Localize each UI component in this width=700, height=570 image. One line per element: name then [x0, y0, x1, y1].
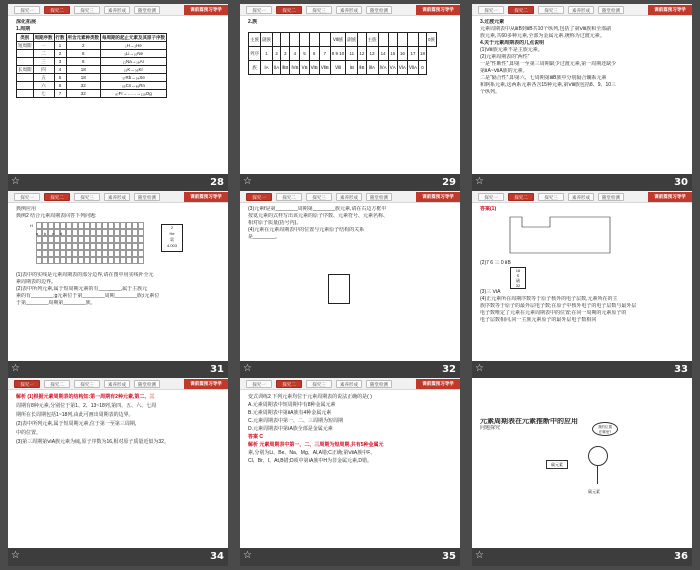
table-cell: [300, 33, 309, 47]
slide-number: 31: [210, 364, 224, 375]
slide-number: 33: [674, 364, 688, 375]
nav-tab[interactable]: 探究二: [276, 380, 302, 388]
nav-tab[interactable]: 随堂检测: [366, 193, 392, 201]
nav-tab[interactable]: 素养形成: [104, 380, 130, 388]
card-text: 32: [515, 283, 521, 288]
table-cell: Ⅷ: [330, 61, 346, 75]
slide-footer: [472, 548, 692, 566]
table-cell: 7: [54, 90, 66, 98]
table-cell: [17, 58, 34, 66]
brand-badge[interactable]: 课前篇预习导学: [184, 5, 228, 15]
table-cell: ⅠB: [346, 61, 358, 75]
table-header-cell: 类别: [17, 34, 34, 42]
slide-header: [8, 4, 228, 16]
nav-tab[interactable]: 探究一: [14, 193, 40, 201]
slide-number: 29: [442, 177, 456, 188]
table-cell: 3: [281, 47, 290, 61]
text-line: 典例应用: [16, 206, 37, 212]
text-line: 解析 元素周期表中第一、二、三周期为短周期,共有5种金属元: [248, 442, 384, 448]
table-row: [17, 74, 167, 82]
grid-label: d: [60, 231, 63, 236]
text-line: 族元素,共60多种元素,全部为金属元素,统称为过渡元素。: [480, 33, 605, 39]
table-cell: ₁H→₂He: [101, 42, 167, 50]
text-line: D.元素周期表中第ⅠA族全部是金属元素: [248, 426, 333, 432]
grid-cell: [138, 250, 144, 257]
slide-header: [8, 191, 228, 203]
star-icon[interactable]: ☆: [243, 550, 252, 561]
table-cell: 1: [54, 42, 66, 50]
brand-badge[interactable]: 课前篇预习导学: [648, 192, 692, 202]
text-line: 典例2 结合元素周期表回答下列问题:: [16, 213, 97, 219]
table-cell: ⅣA: [378, 61, 388, 75]
slide-header: [240, 378, 460, 390]
slide-header: [8, 378, 228, 390]
table-cell: 2: [273, 47, 281, 61]
grid-label: b: [44, 231, 47, 236]
table-cell: ⅥA: [397, 61, 407, 75]
slide-body: [248, 19, 452, 172]
slide-canvas: [240, 191, 460, 361]
nav-tab[interactable]: 探究三: [306, 380, 332, 388]
text-line: 素的有________;g元素位于第________周期________族;i元素位: [16, 293, 160, 299]
text-line: 个纵列。: [480, 89, 501, 95]
table-cell: 8: [66, 50, 101, 58]
table-cell: ₁₁Na→₁₈Ar: [101, 58, 167, 66]
text-line: 元素周期表中从ⅢB到ⅡB共10个纵列,包括了第Ⅷ族和全部副: [480, 26, 612, 32]
grid-cell: [138, 257, 144, 264]
table-cell: 17: [407, 47, 418, 61]
text-line: (2)元素周期表的“两性”: [480, 54, 530, 60]
nav-tab[interactable]: 随堂检测: [134, 193, 160, 201]
table-cell: 二: [33, 50, 54, 58]
slide-thumbnail[interactable]: [472, 191, 692, 379]
slide-header: [240, 4, 460, 16]
answer-label: 答案(1): [480, 206, 497, 212]
table-cell: 一: [33, 42, 54, 50]
star-icon[interactable]: ☆: [11, 363, 20, 374]
table-cell: 7: [319, 47, 330, 61]
brand-badge[interactable]: 课前篇预习导学: [416, 379, 460, 389]
slide-footer: [240, 361, 460, 379]
table-cell: ⅥB: [309, 61, 319, 75]
slide-thumbnail[interactable]: [240, 4, 460, 192]
slide-footer: [472, 174, 692, 192]
table-cell: ⅦA: [407, 61, 418, 75]
grid-cell: [138, 236, 144, 243]
slide-number: 28: [210, 177, 224, 188]
slide-footer: [240, 174, 460, 192]
table-row: [17, 66, 167, 74]
text-line: (3)第三周期第ⅥA族元素为硫,原子序数为16,相对原子质量近似为32。: [16, 439, 169, 445]
table-cell: ⅦB: [319, 61, 330, 75]
table-cell: 2: [66, 42, 101, 50]
table-cell: [397, 33, 407, 47]
nav-tab[interactable]: 探究二: [508, 193, 534, 201]
text-line: 于第________周期第________族。: [16, 300, 96, 306]
nav-tab[interactable]: 随堂检测: [366, 6, 392, 14]
text-line: 深化拓展: [16, 19, 37, 25]
text-line: 1.周期: [16, 26, 31, 32]
star-icon[interactable]: ☆: [243, 176, 252, 187]
table-cell: 三: [33, 58, 54, 66]
nav-tab[interactable]: 探究一: [246, 6, 272, 14]
group-table: [248, 32, 437, 75]
table-cell: [17, 82, 34, 90]
slide-canvas: [240, 4, 460, 174]
nav-tab[interactable]: 随堂检测: [598, 6, 624, 14]
table-cell: 五: [33, 74, 54, 82]
character-body: [597, 466, 598, 484]
text-line: 2.族: [248, 19, 258, 25]
grid-cell: [138, 229, 144, 236]
table-cell: ⅢA: [366, 61, 378, 75]
text-line: 按氦元素的式样写出该元素的原子序数、元素符号、元素名称、: [248, 213, 389, 219]
table-row: [17, 58, 167, 66]
text-line: 族序数等于原子的最外层电子数;在原子中核外电子的电子层数与最外层: [480, 303, 637, 309]
star-icon[interactable]: ☆: [475, 176, 484, 187]
table-cell: 副族: [346, 33, 358, 47]
table-cell: 32: [66, 90, 101, 98]
card-text: S: [516, 273, 520, 278]
table-header-cell: 每周期的起止元素及其原子序数: [102, 35, 165, 40]
table-cell: [358, 33, 366, 47]
nav-tab[interactable]: 素养形成: [104, 193, 130, 201]
text-line: 3.过渡元素: [480, 19, 505, 25]
section-title: 元素周期表在元素推断中的应用: [480, 418, 578, 425]
slide-body: [480, 19, 684, 172]
table-cell: 3: [54, 58, 66, 66]
table-cell: 11: [346, 47, 358, 61]
slide-thumbnail[interactable]: [240, 378, 460, 566]
nav-tab[interactable]: 探究一: [478, 193, 504, 201]
period-table: [16, 33, 167, 98]
slide-header: [472, 191, 692, 203]
table-header-cell: 所含元素种类数: [67, 35, 99, 40]
table-cell: 6: [309, 47, 319, 61]
table-cell: [407, 33, 418, 47]
text-line: 素周期表的边界。: [16, 279, 57, 285]
slide-body: [16, 393, 220, 546]
grid-cell: [138, 222, 144, 229]
bubble-text: 在哪里?: [598, 430, 612, 434]
table-cell: ⅤB: [300, 61, 309, 75]
table-cell: [17, 90, 34, 98]
card-text: 4.003: [166, 243, 177, 248]
card-text: 2: [170, 225, 174, 230]
nav-tab[interactable]: 随堂检测: [598, 193, 624, 201]
nav-tab[interactable]: 探究二: [508, 6, 534, 14]
text-line: 二是“隔合性”,即第六、七周期第ⅢB族中分别隔合镧系元素: [480, 75, 607, 81]
table-cell: 5: [54, 74, 66, 82]
slide-canvas: [8, 378, 228, 548]
answer-box: [328, 274, 350, 304]
slide-thumbnail[interactable]: [240, 191, 460, 379]
text-line: (2)7 6 三 0 ⅡB: [480, 260, 511, 266]
nav-tab[interactable]: 素养形成: [336, 380, 362, 388]
nav-tab[interactable]: 素养形成: [568, 6, 594, 14]
table-cell: 4: [54, 66, 66, 74]
brand-badge[interactable]: 课前篇预习导学: [184, 379, 228, 389]
table-cell: [290, 33, 300, 47]
nav-tab[interactable]: 探究二: [44, 193, 70, 201]
table-header-cell: 周期序数: [34, 35, 53, 40]
nav-tab[interactable]: 素养形成: [104, 6, 130, 14]
table-cell: 16: [397, 47, 407, 61]
table-cell: ₁₉K→₃₆Kr: [101, 66, 167, 74]
character-label: 碳元素: [588, 489, 600, 494]
table-cell: 长周期: [18, 67, 32, 72]
slide-thumbnail[interactable]: [8, 191, 228, 379]
table-cell: 列序: [249, 47, 261, 61]
text-line: 电子层数相同,同一主族元素原子的最外层电子数相同: [480, 317, 597, 323]
table-row: [17, 50, 167, 58]
table-cell: [378, 33, 388, 47]
table-cell: 副族: [261, 33, 273, 47]
text-line: (3)元素f是第________周期第________族元素,请在右边方框中: [248, 206, 387, 212]
element-grid: [30, 222, 220, 268]
nav-tab[interactable]: 探究二: [44, 6, 70, 14]
table-row: [17, 90, 167, 98]
text-line: (3)三 ⅥA: [480, 289, 501, 295]
text-line: 第ⅡA~ⅦA族的元素。: [480, 68, 528, 74]
slide-canvas: [472, 4, 692, 174]
nav-tab[interactable]: 探究二: [44, 380, 70, 388]
slide-thumbnail[interactable]: [472, 4, 692, 192]
text-line: 期所在长周期包括1~18列,由此可画出周期表的边界。: [16, 412, 134, 418]
table-header-cell: 行数: [55, 35, 65, 40]
slide-thumbnail[interactable]: [472, 378, 692, 566]
text-line: (4)元素在元素周期表中的位置与元素原子结构的关系: [248, 227, 365, 233]
text-line: A.元素周期表中短周期中有8种金属元素: [248, 402, 336, 408]
table-cell: ₅₅Cs→₈₆Rn: [101, 82, 167, 90]
slide-body: [480, 206, 684, 359]
table-cell: ⅡA: [273, 61, 281, 75]
table-cell: [273, 33, 281, 47]
boundary-outline: [480, 213, 640, 257]
text-line: B.元素周期表中第ⅡA族有4种金属元素: [248, 410, 332, 416]
text-line: (1)Ⅷ族元素不是主族元素。: [480, 47, 543, 53]
table-row: [17, 82, 167, 90]
nav-tab[interactable]: 探究一: [14, 6, 40, 14]
nav-tab[interactable]: 探究三: [306, 193, 332, 201]
text-line: (2)表中所列元素,属于短周期元素的有________,属于主族元: [16, 286, 148, 292]
table-cell: ⅤA: [388, 61, 397, 75]
text-line: 素,分别为Li、Be、Na、Mg、Al,A错;C正确;第ⅦA族中F、: [248, 450, 376, 456]
card-text: 氦: [170, 237, 174, 242]
star-icon[interactable]: ☆: [475, 363, 484, 374]
text-line: C.元素周期表中第一、二、三周期为短周期: [248, 418, 344, 424]
nav-tab[interactable]: 探究一: [14, 380, 40, 388]
element-card: [161, 224, 183, 252]
nav-tab[interactable]: 探究二: [276, 6, 302, 14]
table-cell: 18: [66, 66, 101, 74]
slide-number: 35: [442, 551, 456, 562]
table-row: [249, 33, 437, 47]
table-row: [17, 42, 167, 50]
table-cell: 主族: [366, 33, 378, 47]
card-text: 16: [515, 268, 521, 273]
grid-label: a: [36, 231, 39, 236]
table-cell: 0: [418, 61, 426, 75]
table-row: [249, 61, 437, 75]
slide-footer: [8, 548, 228, 566]
table-cell: ₃Li→₁₀Ne: [101, 50, 167, 58]
slide-number: 32: [442, 364, 456, 375]
text-line: 是________。: [248, 234, 281, 240]
text-line: 一是“性断性”,即第一至第三周期缺少过渡元素,第一周期还缺少: [480, 61, 617, 67]
table-cell: 四: [33, 66, 54, 74]
table-cell: Ⅷ族: [330, 33, 346, 47]
star-icon[interactable]: ☆: [11, 176, 20, 187]
nav-tab[interactable]: 探究三: [74, 380, 100, 388]
star-icon[interactable]: ☆: [243, 363, 252, 374]
speech-bubble: [592, 422, 618, 436]
nav-tab[interactable]: 素养形成: [336, 193, 362, 201]
slide-number: 36: [674, 551, 688, 562]
table-cell: 18: [66, 74, 101, 82]
nav-tab[interactable]: 探究三: [306, 6, 332, 14]
star-icon[interactable]: ☆: [475, 550, 484, 561]
slide-canvas: [240, 378, 460, 548]
nav-tab[interactable]: 探究三: [538, 6, 564, 14]
table-cell: 六: [33, 82, 54, 90]
slide-body: [480, 418, 684, 546]
table-cell: 主族: [249, 33, 261, 47]
table-cell: [281, 33, 290, 47]
nav-tab[interactable]: 探究三: [74, 6, 100, 14]
table-cell: ₈₇Fr→……→₁₁₈Og: [101, 90, 167, 98]
table-cell: 1: [261, 47, 273, 61]
table-cell: [17, 50, 34, 58]
slide-footer: [8, 361, 228, 379]
table-cell: 32: [66, 82, 101, 90]
table-cell: 15: [388, 47, 397, 61]
table-cell: ⅡB: [358, 61, 366, 75]
text-line: (1)表中的实线是元素周期表的部分边界,请在图中用实线补全元: [16, 272, 154, 278]
table-cell: 14: [378, 47, 388, 61]
table-cell: 短周期: [18, 43, 32, 48]
grid-label: H: [30, 223, 33, 228]
table-cell: ₃₇Rb→₅₄Xe: [101, 74, 167, 82]
slide-header: [240, 191, 460, 203]
slide-number: 30: [674, 177, 688, 188]
card-text: 硫: [516, 278, 520, 283]
table-cell: 2: [54, 50, 66, 58]
nav-tab[interactable]: 探究一: [246, 380, 272, 388]
nav-tab[interactable]: 探究三: [74, 193, 100, 201]
slide-canvas: [472, 378, 692, 548]
slide-body: [16, 206, 220, 359]
brand-badge[interactable]: 课前篇预习导学: [184, 192, 228, 202]
nav-tab[interactable]: 探究一: [246, 193, 272, 201]
table-cell: 12: [358, 47, 366, 61]
brand-badge[interactable]: 课前篇预习导学: [416, 5, 460, 15]
slide-canvas: [8, 191, 228, 361]
brand-badge[interactable]: 课前篇预习导学: [416, 192, 460, 202]
table-cell: 13: [366, 47, 378, 61]
table-cell: [418, 33, 426, 47]
slide-canvas: [8, 4, 228, 174]
text-line: Cl、Br、I、At,B错;D项中第ⅠA族中H为非金属元素,D错。: [248, 458, 372, 464]
nav-tab[interactable]: 探究一: [478, 6, 504, 14]
table-cell: 8: [66, 58, 101, 66]
table-row: [249, 47, 437, 61]
carbon-tag: 碳元素: [546, 460, 568, 469]
element-card: [510, 267, 526, 289]
slide-header: [472, 4, 692, 16]
table-cell: ⅣB: [290, 61, 300, 75]
text-line: 和锕系元素,这两系元素各含15种元素,第Ⅷ族包括8、9、10三: [480, 82, 617, 88]
grid-label: c: [52, 231, 54, 236]
slide-body: [248, 206, 452, 359]
bubble-text: 我的位置: [598, 425, 612, 429]
table-cell: ⅢB: [281, 61, 290, 75]
nav-tab[interactable]: 随堂检测: [134, 380, 160, 388]
slide-footer: [472, 361, 692, 379]
slide-number: 34: [210, 551, 224, 562]
nav-tab[interactable]: 素养形成: [568, 193, 594, 201]
table-cell: 4: [290, 47, 300, 61]
table-cell: 0族: [426, 33, 436, 47]
text-line: 变式训练2 下列元素均位于元素周期表的说法正确的是( ): [248, 394, 372, 400]
table-header-row: [17, 34, 167, 42]
slide-body: [16, 19, 220, 172]
text-line: 解析 (1)根据元素周期表的结构知:第一周期有2种元素,第二、三: [16, 394, 155, 400]
section-subtitle: 问题探究: [480, 425, 501, 431]
nav-tab[interactable]: 探究二: [276, 193, 302, 201]
card-text: He: [169, 231, 175, 236]
slide-body: [248, 393, 452, 546]
text-line: 电子数唯定了元素在元素周期表中的位置;在同一周期的元素原子的: [480, 310, 627, 316]
nav-tab[interactable]: 随堂检测: [134, 6, 160, 14]
grid-cell: [138, 243, 144, 250]
slide-footer: [240, 548, 460, 566]
text-line: 周期有8种元素,分别位于第1、2、13~18列,第四、五、六、七周: [16, 403, 157, 409]
text-line: 相对原子质量(括号内)。: [248, 220, 302, 226]
table-cell: 族: [249, 61, 261, 75]
table-cell: ⅠA: [261, 61, 273, 75]
table-cell: 8 9 10: [330, 47, 346, 61]
star-icon[interactable]: ☆: [11, 550, 20, 561]
nav-tab[interactable]: 探究三: [538, 193, 564, 201]
text-line: (4)正元素所在周期序数等于原子核外的电子层数,元素所在的主: [480, 296, 618, 302]
table-cell: [319, 33, 330, 47]
character-head: [588, 446, 608, 466]
nav-tab[interactable]: 素养形成: [336, 6, 362, 14]
nav-tab[interactable]: 随堂检测: [366, 380, 392, 388]
table-cell: 18: [418, 47, 426, 61]
table-cell: [388, 33, 397, 47]
slide-canvas: [472, 191, 692, 361]
text-line: 答案 C: [248, 434, 264, 440]
text-line: 中的位置。: [16, 430, 42, 436]
text-line: 4.关于元素周期表的几点说明: [480, 40, 545, 46]
slide-thumbnail[interactable]: [8, 4, 228, 192]
table-cell: 七: [33, 90, 54, 98]
table-cell: [17, 74, 34, 82]
slide-footer: [8, 174, 228, 192]
table-cell: 6: [54, 82, 66, 90]
text-line: (2)表中所列元素,属于短周期元素,位于第一至第三周期,: [16, 421, 137, 427]
table-cell: 5: [300, 47, 309, 61]
slide-thumbnail[interactable]: [8, 378, 228, 566]
brand-badge[interactable]: 课前篇预习导学: [648, 5, 692, 15]
table-cell: [309, 33, 319, 47]
